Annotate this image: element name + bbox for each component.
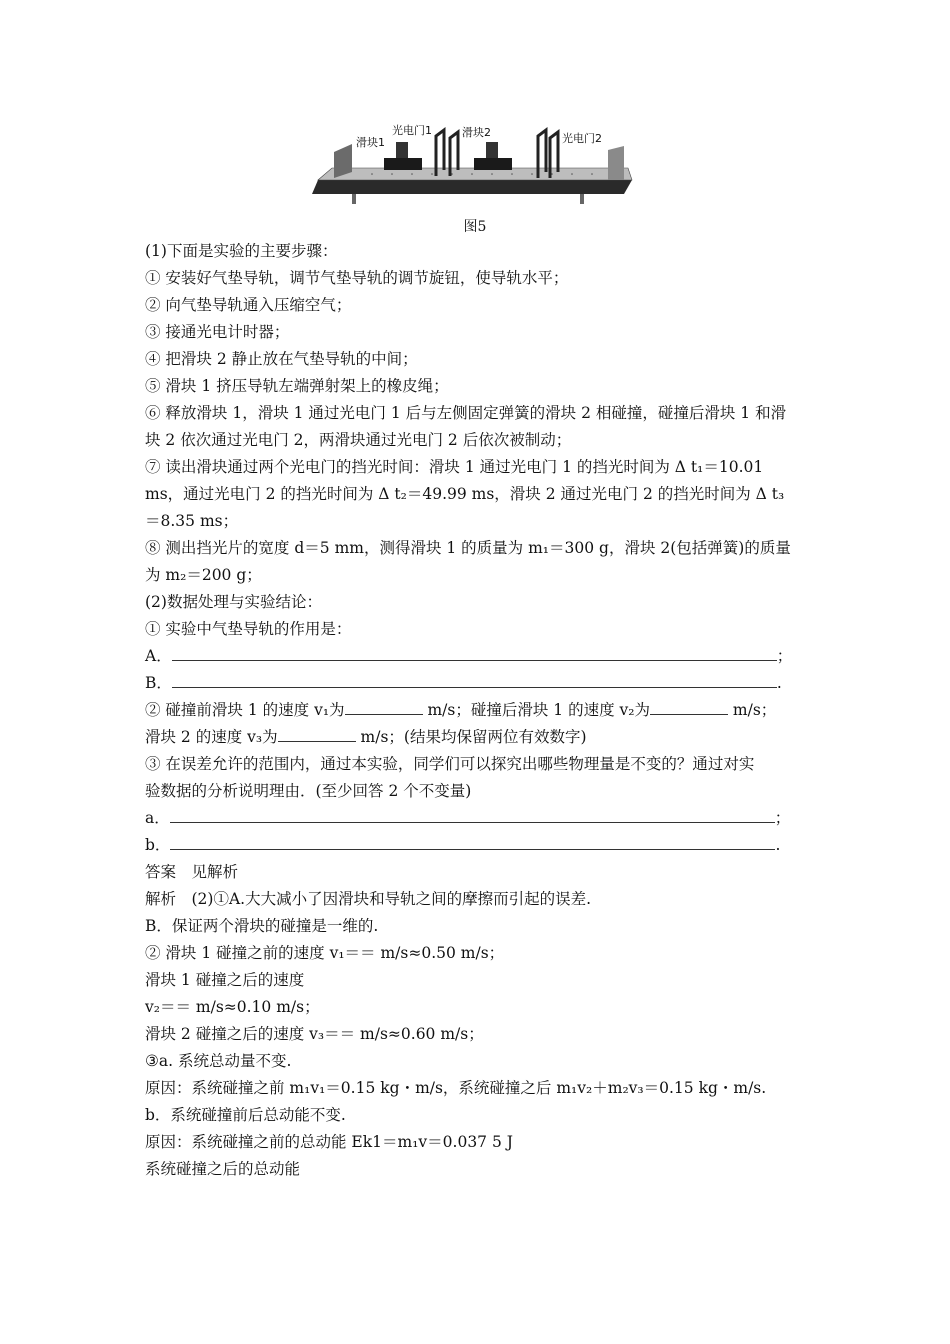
step-6-line-1: ⑥ 释放滑块 1，滑块 1 通过光电门 1 后与左侧固定弹簧的滑块 2 相碰撞，碰撞后滑块 1 和滑 <box>145 404 787 422</box>
air-track-diagram <box>312 122 638 214</box>
step-4: ④ 把滑块 2 静止放在气垫导轨的中间； <box>145 350 418 368</box>
glider-1 <box>384 158 422 170</box>
answer-line-b2 <box>145 832 815 859</box>
q3-line-2: 验数据的分析说明理由．(至少回答 2 个不变量) <box>145 782 472 800</box>
glider-2 <box>474 158 512 170</box>
track-base <box>312 180 632 194</box>
answer-blank-b2[interactable] <box>170 833 775 850</box>
q3-line-1: ③ 在误差允许的范围内，通过本实验，同学们可以探究出哪些物理量是不变的？通过对实 <box>145 755 755 773</box>
solution-2: B．保证两个滑块的碰撞是一维的. <box>145 917 379 935</box>
answer-line-a-label: A． <box>145 647 172 665</box>
answer-line-a2-end: ； <box>774 809 791 827</box>
glider-1-flag <box>396 142 408 158</box>
label-photogate-2: 光电门2 <box>562 132 602 145</box>
answer-blank-a2[interactable] <box>170 806 775 823</box>
step-8-line-2: 为 m₂＝200 g； <box>145 566 262 584</box>
q2-v3-label: 滑块 2 的速度 v₃为 <box>145 728 278 746</box>
question-content <box>145 238 815 1183</box>
answer-line-b-end: . <box>776 674 782 692</box>
right-stop <box>608 146 624 180</box>
q2-line-1 <box>145 697 815 724</box>
step-1: ① 安装好气垫导轨，调节气垫导轨的调节旋钮，使导轨水平； <box>145 269 569 287</box>
q2-v2-unit: m/s； <box>727 701 777 719</box>
answer-line-b2-end: . <box>775 836 781 854</box>
solution-1: 解析 (2)①A.大大减小了因滑块和导轨之间的摩擦而引起的误差. <box>145 890 592 908</box>
step-7-line-3: ＝8.35 ms； <box>145 512 239 530</box>
solution-4: 滑块 1 碰撞之后的速度 <box>145 971 305 989</box>
q2-v3-unit: m/s；(结果均保留两位有效数字) <box>355 728 587 746</box>
steps-heading: (1)下面是实验的主要步骤： <box>145 242 338 260</box>
answer-line-b-label: B． <box>145 674 172 692</box>
solution-8: 原因：系统碰撞之前 m₁v₁＝0.15 kg・m/s，系统碰撞之后 m₁v₂＋m₂v₃＝0.15 kg・m/s. <box>145 1079 767 1097</box>
step-8-line-1: ⑧ 测出挡光片的宽度 d＝5 mm，测得滑块 1 的质量为 m₁＝300 g，滑块 2(包括弹簧)的质量 <box>145 539 791 557</box>
label-glider-2: 滑块2 <box>462 126 491 139</box>
solution-10: 原因：系统碰撞之前的总动能 Ek1＝m₁v＝0.037 5 J <box>145 1133 513 1151</box>
solution-3: ② 滑块 1 碰撞之前的速度 v₁＝＝ m/s≈0.50 m/s； <box>145 944 505 962</box>
answer-blank-a[interactable] <box>172 644 777 661</box>
answer-blank-b[interactable] <box>172 671 777 688</box>
solution-5: v₂＝＝ m/s≈0.10 m/s； <box>145 998 320 1016</box>
blank-v1[interactable] <box>345 698 423 715</box>
step-7-line-1: ⑦ 读出滑块通过两个光电门的挡光时间：滑块 1 通过光电门 1 的挡光时间为 Δ t₁＝10.01 <box>145 458 764 476</box>
answer-line-a-end: ； <box>776 647 793 665</box>
answer-line-b <box>145 670 815 697</box>
label-glider-1: 滑块1 <box>356 136 385 149</box>
solution-6: 滑块 2 碰撞之后的速度 v₃＝＝ m/s≈0.60 m/s； <box>145 1025 484 1043</box>
step-2: ② 向气垫导轨通入压缩空气； <box>145 296 352 314</box>
solution-9: b．系统碰撞前后总动能不变. <box>145 1106 346 1124</box>
answer-line-a <box>145 643 815 670</box>
foot-right <box>580 194 584 204</box>
step-5: ⑤ 滑块 1 挤压导轨左端弹射架上的橡皮绳； <box>145 377 449 395</box>
left-launcher <box>334 144 352 178</box>
q2-line-2 <box>145 724 815 751</box>
foot-left <box>352 194 356 204</box>
blank-v2[interactable] <box>650 698 728 715</box>
q1-prompt: ① 实验中气垫导轨的作用是： <box>145 620 352 638</box>
q2-v2-label: m/s；碰撞后滑块 1 的速度 v₂为 <box>422 701 650 719</box>
q2-v1-label: ② 碰撞前滑块 1 的速度 v₁为 <box>145 701 345 719</box>
solution-11: 系统碰撞之后的总动能 <box>145 1160 301 1178</box>
figure-caption: 图5 <box>463 219 487 235</box>
glider-2-flag <box>486 142 498 158</box>
answer-line-a2-label: a． <box>145 809 170 827</box>
answer-line-a2 <box>145 805 815 832</box>
blank-v3[interactable] <box>278 725 356 742</box>
solution-7: ③a. 系统总动量不变. <box>145 1052 292 1070</box>
answer-heading: 答案 见解析 <box>145 863 239 881</box>
answer-line-b2-label: b． <box>145 836 171 854</box>
step-6-line-2: 块 2 依次通过光电门 2，两滑块通过光电门 2 后依次被制动； <box>145 431 572 449</box>
step-7-line-2: ms，通过光电门 2 的挡光时间为 Δ t₂＝49.99 ms，滑块 2 通过光电门 2 的挡光时间为 Δ t₃ <box>145 485 785 503</box>
part-2-heading: (2)数据处理与实验结论： <box>145 593 322 611</box>
air-track-figure <box>312 122 638 214</box>
label-photogate-1: 光电门1 <box>392 124 432 137</box>
step-3: ③ 接通光电计时器； <box>145 323 290 341</box>
